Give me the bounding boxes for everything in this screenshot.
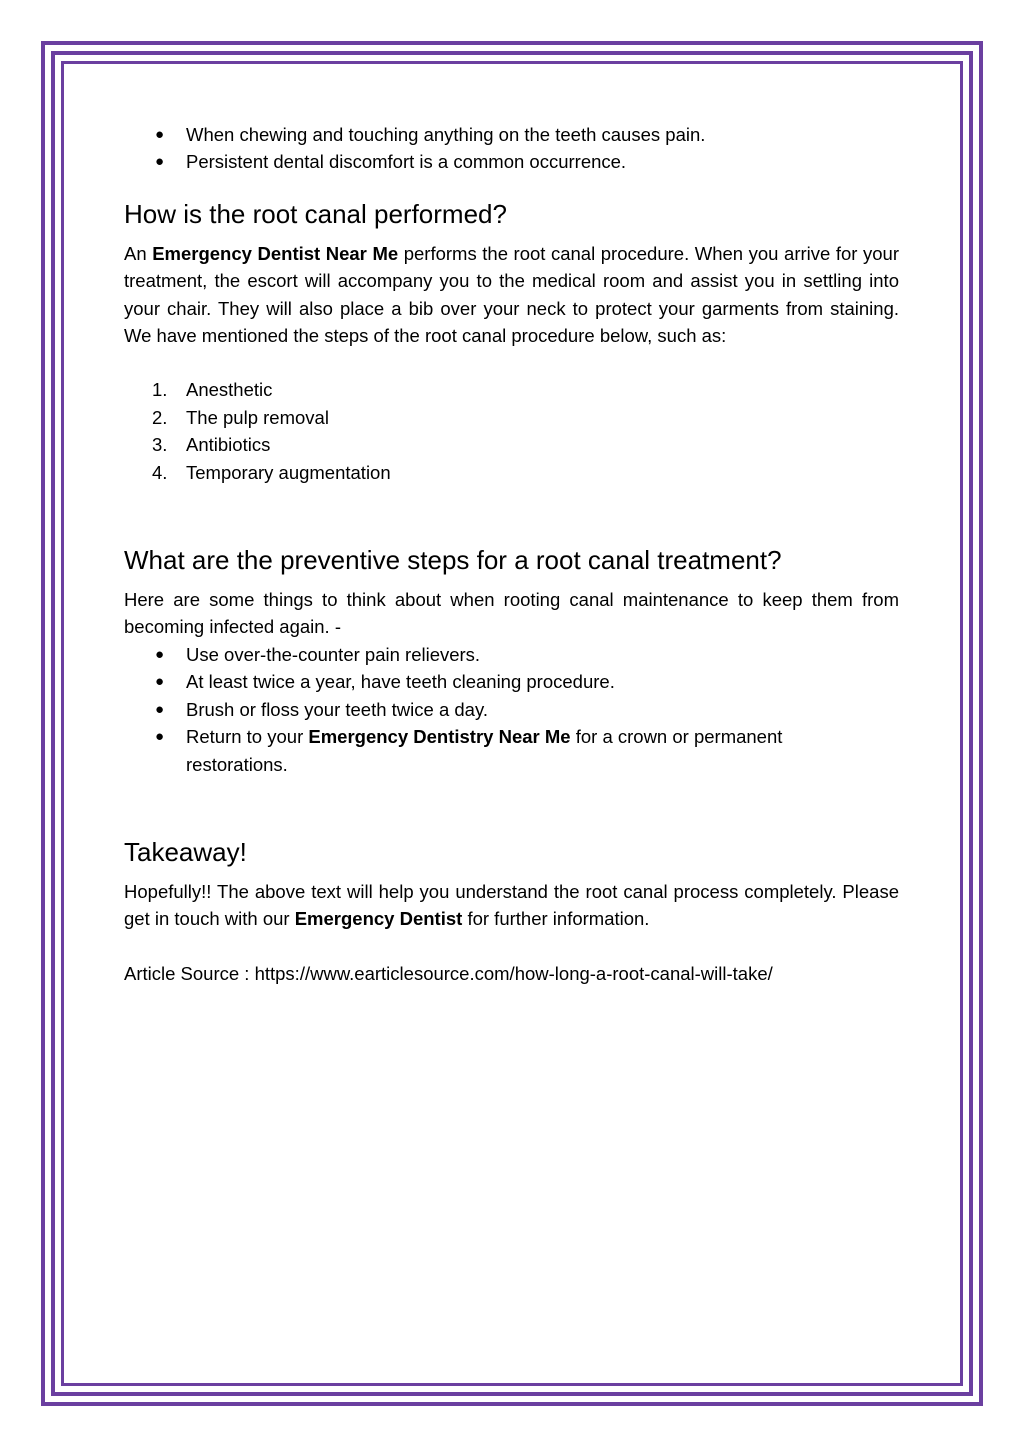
section-heading: Takeaway! — [124, 836, 247, 867]
highlight-keyword: Emergency Dentist Near Me — [152, 242, 399, 264]
article-source: Article Source : https://www.earticlesource.com/how-long-a-root-canal-will-take/ — [124, 962, 773, 984]
section-paragraph: Hopefully!! The above text will help you understand the root canal process completely. Please get in touch with our Emergency Dentist for further information. — [124, 880, 899, 930]
list-item: ● Use over-the-counter pain relievers. — [124, 641, 899, 668]
document-body — [124, 121, 899, 987]
prevention-list — [124, 641, 899, 778]
list-item: ● When chewing and touching anything on the teeth causes pain. — [124, 121, 899, 148]
section-paragraph: Here are some things to think about when rooting canal maintenance to keep them from becoming infected again. - — [124, 589, 899, 638]
list-item: 4. Temporary augmentation — [152, 461, 391, 483]
list-item: 1. Anesthetic — [152, 379, 273, 401]
list-item: ● Return to your Emergency Dentistry Near Me for a crown or permanent restorations. — [124, 723, 899, 778]
bullet-icon: ● — [155, 700, 165, 718]
section-heading: How is the root canal performed? — [124, 198, 507, 229]
list-item: 2. The pulp removal — [152, 406, 329, 428]
section-paragraph: An Emergency Dentist Near Me performs the root canal procedure. When you arrive for your treatment, the escort will accompany you to the medical room and assist you in settling into your chair. They will also place a bib over your neck to protect your garments from staining. We have mentioned the steps of the root canal procedure below, such as: — [124, 242, 899, 347]
section-heading: What are the preventive steps for a root canal treatment? — [124, 545, 782, 576]
list-item: ● Persistent dental discomfort is a common occurrence. — [124, 148, 899, 175]
bullet-icon: ● — [155, 728, 165, 746]
bullet-icon: ● — [155, 153, 165, 171]
list-item: ● Brush or floss your teeth twice a day. — [124, 696, 899, 723]
list-item: ● At least twice a year, have teeth cleaning procedure. — [124, 668, 899, 695]
bullet-icon: ● — [155, 673, 165, 691]
procedure-steps-list — [124, 376, 899, 486]
highlight-keyword: Emergency Dentist — [294, 908, 463, 930]
bullet-icon: ● — [155, 645, 165, 663]
bullet-icon: ● — [155, 126, 165, 143]
list-item: 3. Antibiotics — [152, 434, 271, 456]
symptom-list — [124, 121, 899, 176]
highlight-keyword: Emergency Dentistry Near Me — [308, 726, 571, 748]
